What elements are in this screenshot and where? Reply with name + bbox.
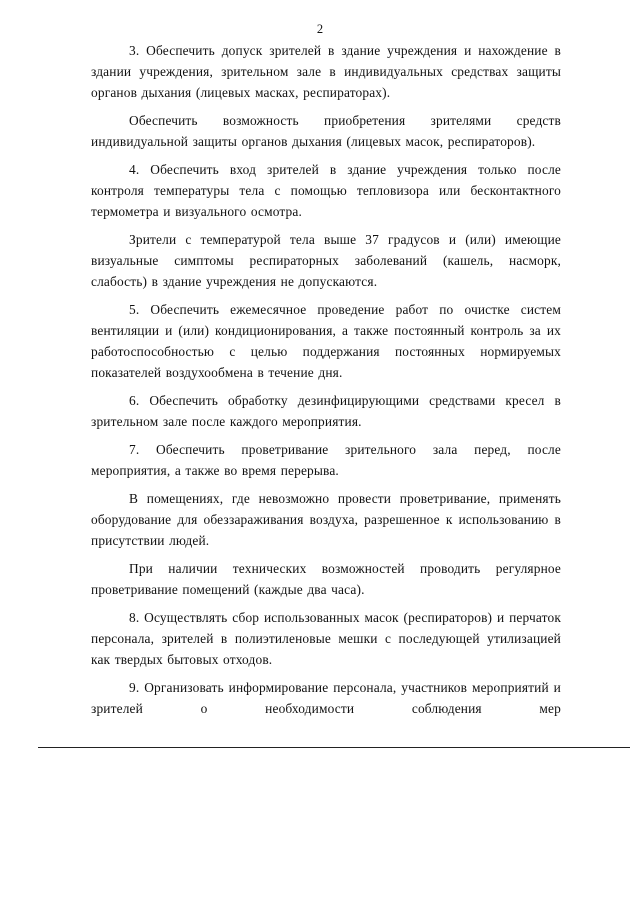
paragraph-item-6: 6. Обеспечить обработку дезинфицирующими средствами кресел в зрительном зале после каждого мероприятия.: [91, 393, 561, 429]
paragraph-air-disinfection: В помещениях, где невозможно провести проветривание, применять оборудование для обеззараживания воздуха, разрешенное к использованию в присутствии людей.: [91, 491, 561, 548]
page-bottom-divider: [38, 747, 630, 748]
paragraph-item-3: 3. Обеспечить допуск зрителей в здание учреждения и нахождение в здании учреждения, зрительном зале в индивидуальных средствах защиты органов дыхания (лицевых масках, респираторах).: [91, 43, 561, 100]
paragraph-ppe-availability: Обеспечить возможность приобретения зрителями средств индивидуальной защиты органов дыхания (лицевых масок, респираторов).: [91, 113, 561, 149]
paragraph-item-8: 8. Осуществлять сбор использованных масок (респираторов) и перчаток персонала, зрителей в полиэтиленовые мешки с последующей утилизацией как твердых бытовых отходов.: [91, 610, 561, 667]
paragraph-regular-ventilation: При наличии технических возможностей проводить регулярное проветривание помещений (каждые два часа).: [91, 561, 561, 597]
paragraph-temperature-restriction: Зрители с температурой тела выше 37 градусов и (или) имеющие визуальные симптомы респираторных заболеваний (кашель, насморк, слабость) в здание учреждения не допускаются.: [91, 232, 561, 289]
paragraph-item-7: 7. Обеспечить проветривание зрительного зала перед, после мероприятия, а также во время перерыва.: [91, 442, 561, 478]
paragraph-item-4: 4. Обеспечить вход зрителей в здание учреждения только после контроля температуры тела с помощью тепловизора или бесконтактного термометра и визуального осмотра.: [91, 162, 561, 219]
paragraph-item-9: 9. Организовать информирование персонала, участников мероприятий и зрителей о необходимости соблюдения мер: [91, 680, 561, 716]
document-body: [91, 40, 561, 726]
page-number: 2: [316, 22, 324, 36]
paragraph-item-5: 5. Обеспечить ежемесячное проведение работ по очистке систем вентиляции и (или) кондиционирования, а также постоянный контроль за их работоспособностью с целью поддержания постоянных нормируемых показателей воздухообмена в течение дня.: [91, 302, 561, 380]
